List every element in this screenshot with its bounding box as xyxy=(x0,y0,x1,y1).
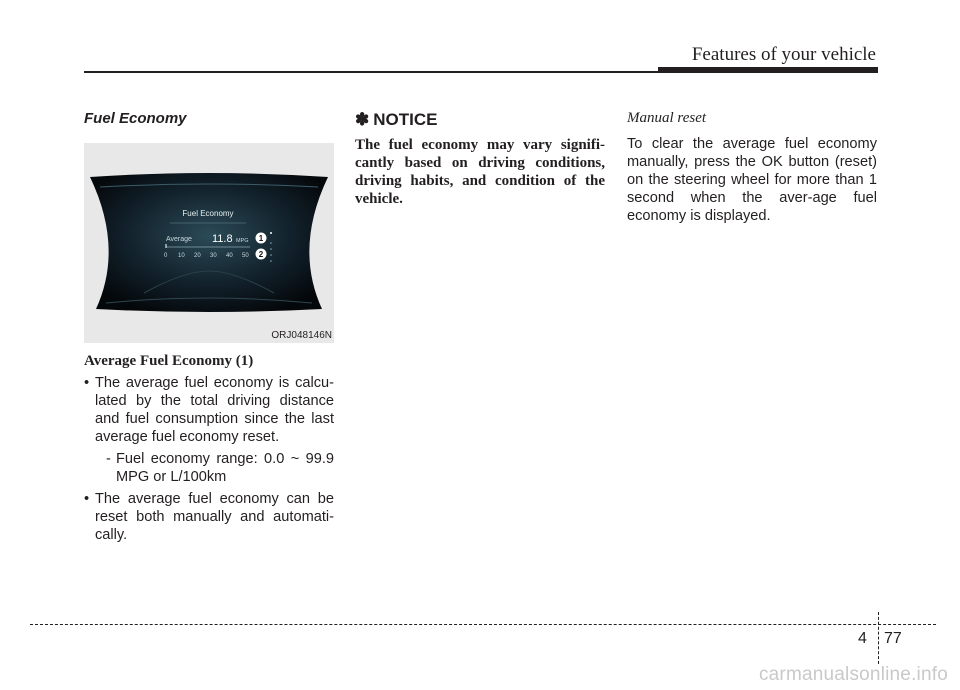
cluster-illustration xyxy=(84,143,334,343)
column-fuel-economy xyxy=(84,110,334,548)
bullet-mark: • xyxy=(84,491,90,507)
page-number: 77 xyxy=(884,630,902,647)
list-item xyxy=(84,374,334,486)
subheading: Average Fuel Economy (1) xyxy=(84,353,254,369)
figure-code: ORJ048146N xyxy=(271,330,332,341)
display-title: Fuel Economy xyxy=(182,209,234,218)
chapter-number: 4 xyxy=(858,630,867,647)
bullet-list xyxy=(84,374,334,544)
marker-2-label: 2 xyxy=(258,250,264,259)
bullet-mark: • xyxy=(84,375,90,391)
column-manual-reset xyxy=(627,110,877,225)
scale-tick-0: 0 xyxy=(164,253,168,259)
manual-reset-title: Manual reset xyxy=(627,110,707,126)
marker-1-label: 1 xyxy=(258,234,264,243)
dash-mark: - xyxy=(106,451,111,467)
scale-tick-20: 20 xyxy=(194,253,201,259)
list-item-text: The average fuel economy is calcu-lated by the total driving distance and fuel consumption since the last average fuel economy reset. xyxy=(95,375,334,445)
manual-reset-body: To clear the average fuel economy manually, press the OK button (reset) on the steering wheel for more than 1 second when the aver-age fuel economy is displayed. xyxy=(627,136,877,224)
section-title: Fuel Economy xyxy=(84,110,187,127)
column-notice xyxy=(355,110,605,208)
notice-icon: ✽ xyxy=(355,110,370,129)
list-item xyxy=(84,490,334,544)
scale-tick-30: 30 xyxy=(210,253,217,259)
notice-body: The fuel economy may vary signifi-cantly based on driving conditions, driving habits, and condition of the vehicle. xyxy=(355,137,605,207)
footer-divider xyxy=(878,612,879,664)
list-item-text: The average fuel economy can be reset both manually and automati-cally. xyxy=(95,491,334,543)
notice-title: NOTICE xyxy=(373,110,438,129)
sub-list-item xyxy=(95,450,334,486)
scale-tick-40: 40 xyxy=(226,253,233,259)
sub-list-item-text: Fuel economy range: 0.0 ~ 99.9 MPG or L/100km xyxy=(116,451,334,485)
display-average-label: Average xyxy=(166,236,192,243)
display-unit: MPG xyxy=(236,238,249,244)
footer-rule xyxy=(30,624,936,625)
scale-tick-50: 50 xyxy=(242,253,249,259)
display-value: 11.8 xyxy=(212,233,233,245)
watermark: carmanualsonline.info xyxy=(758,664,948,685)
notice-heading xyxy=(355,110,605,130)
cluster-display-graphic xyxy=(84,143,334,343)
scale-tick-10: 10 xyxy=(178,253,185,259)
running-header: Features of your vehicle xyxy=(691,44,876,65)
header-rule-bold xyxy=(658,67,878,73)
